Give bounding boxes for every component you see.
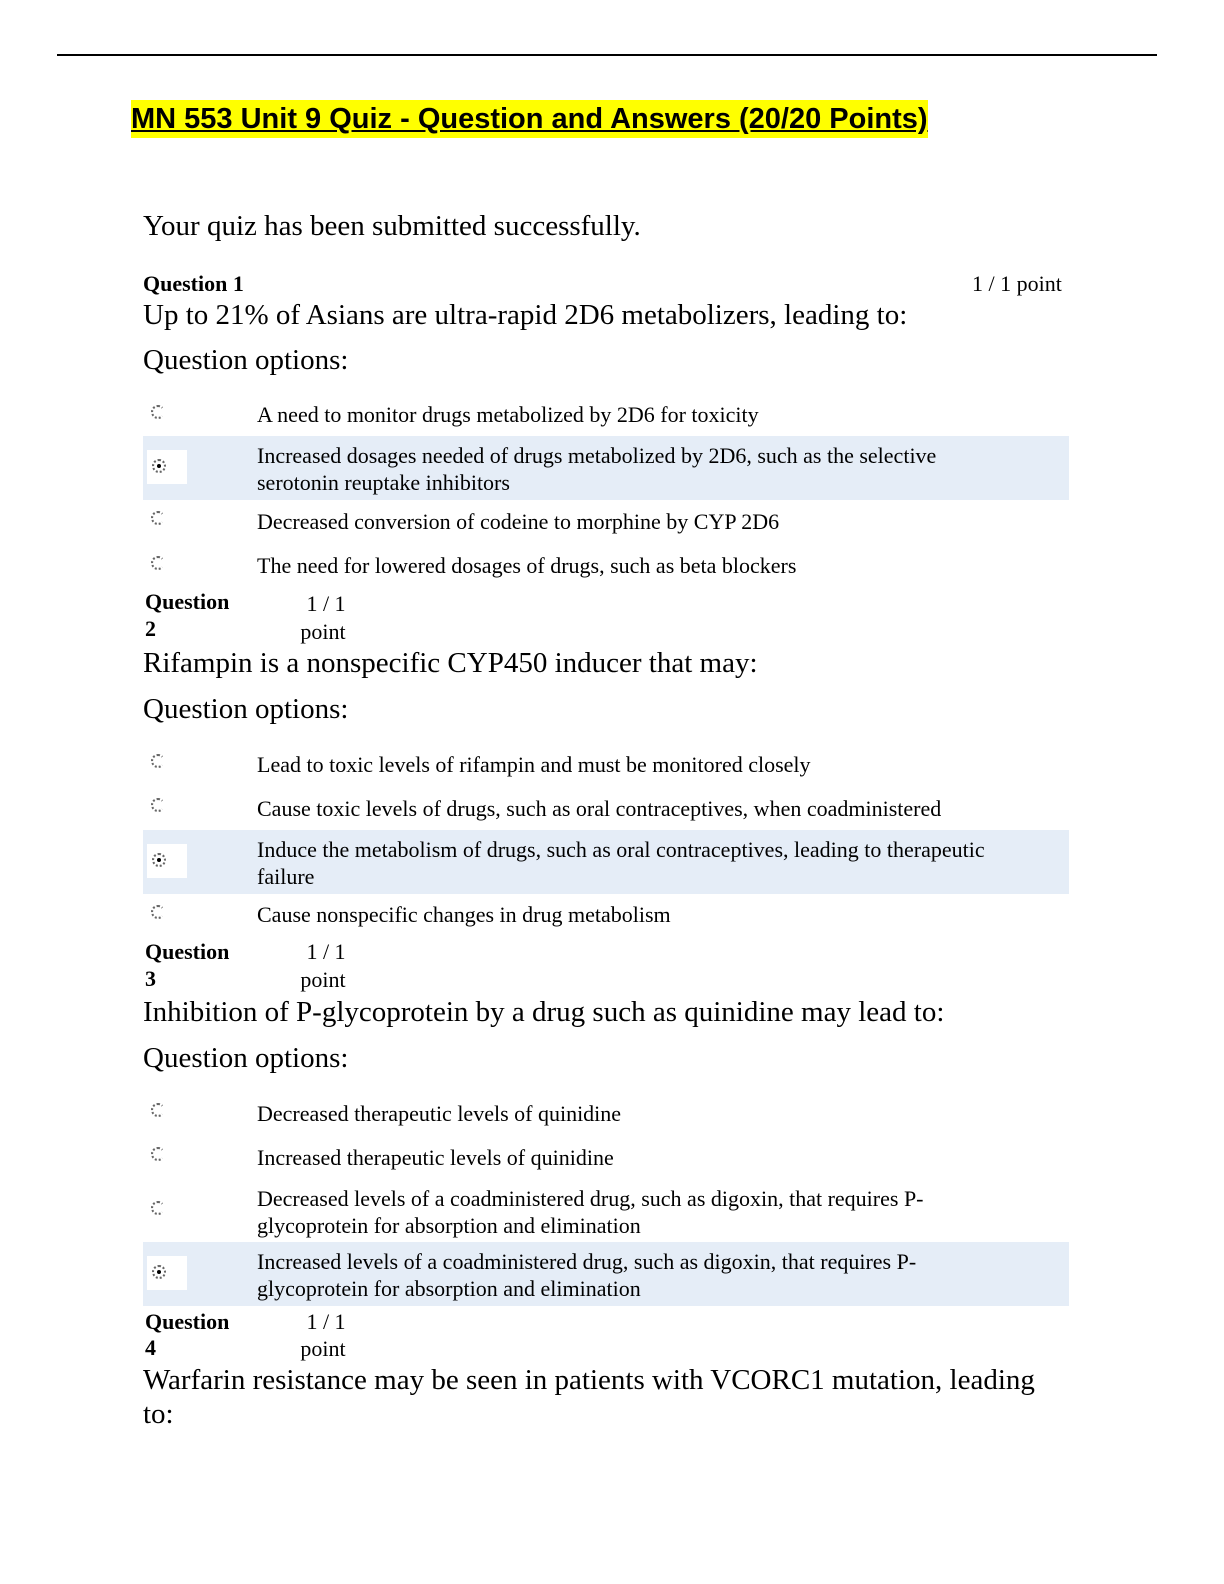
question-1-options-heading: Question options: xyxy=(143,344,349,376)
question-3-label-word: Question xyxy=(145,939,230,964)
option-label: Lead to toxic levels of rifampin and must be monitored closely xyxy=(257,752,811,777)
question-1-score: 1 / 1 point xyxy=(972,271,1062,296)
question-2-score-unit: point xyxy=(300,619,346,644)
radio-selected-icon xyxy=(152,459,166,473)
radio-unselected-icon[interactable] xyxy=(151,405,165,419)
option-label: Cause toxic levels of drugs, such as oral contraceptives, when coadministered xyxy=(257,796,942,821)
question-1-option-4[interactable] xyxy=(143,546,1069,586)
radio-selected-box[interactable] xyxy=(147,844,187,878)
question-2-option-1[interactable] xyxy=(143,745,1069,785)
radio-selected-icon xyxy=(152,1265,166,1279)
question-4-label-word: Question xyxy=(145,1309,230,1334)
question-2-score-value: 1 / 1 xyxy=(306,591,346,616)
question-4-text-line-2: to: xyxy=(143,1398,174,1430)
top-horizontal-rule xyxy=(57,54,1157,56)
option-label: Increased therapeutic levels of quinidine xyxy=(257,1145,614,1170)
option-label: Decreased levels of a coadministered drug, such as digoxin, that requires P-glycoprotein for absorption and elimination xyxy=(257,1186,924,1238)
question-3-label-number: 3 xyxy=(145,966,156,991)
question-3-score-unit: point xyxy=(300,967,346,992)
document-title: MN 553 Unit 9 Quiz - Question and Answers (20/20 Points) xyxy=(131,100,928,138)
question-2-option-4[interactable] xyxy=(143,896,1069,934)
radio-selected-icon xyxy=(152,853,166,867)
submission-status: Your quiz has been submitted successfully. xyxy=(143,210,641,242)
question-1-option-1[interactable] xyxy=(143,396,1069,434)
question-1-option-3[interactable] xyxy=(143,502,1069,542)
radio-selected-box[interactable] xyxy=(147,450,187,484)
radio-unselected-icon[interactable] xyxy=(151,1201,165,1215)
question-1-label: Question 1 xyxy=(143,271,244,296)
radio-unselected-icon[interactable] xyxy=(151,1147,165,1161)
radio-unselected-icon[interactable] xyxy=(151,511,165,525)
question-1-option-2[interactable] xyxy=(143,436,1069,500)
radio-unselected-icon[interactable] xyxy=(151,798,165,812)
radio-unselected-icon[interactable] xyxy=(151,556,165,570)
question-3-option-3[interactable] xyxy=(143,1179,1069,1241)
radio-unselected-icon[interactable] xyxy=(151,905,165,919)
radio-unselected-icon[interactable] xyxy=(151,1103,165,1117)
question-3-options-heading: Question options: xyxy=(143,1042,349,1074)
option-label: Decreased therapeutic levels of quinidine xyxy=(257,1101,622,1126)
question-3-score-value: 1 / 1 xyxy=(306,939,346,964)
option-label: Increased dosages needed of drugs metabolized by 2D6, such as the selective serotonin reuptake inhibitors xyxy=(257,443,937,495)
radio-selected-box[interactable] xyxy=(147,1256,187,1290)
question-3-text: Inhibition of P-glycoprotein by a drug such as quinidine may lead to: xyxy=(143,996,945,1028)
question-3-option-1[interactable] xyxy=(143,1094,1069,1134)
option-label: Increased levels of a coadministered drug, such as digoxin, that requires P-glycoprotein for absorption and elimination xyxy=(257,1249,917,1301)
question-2-label-word: Question xyxy=(145,589,230,614)
question-4-score-value: 1 / 1 xyxy=(306,1309,346,1334)
question-2-label-number: 2 xyxy=(145,616,156,641)
question-2-option-2[interactable] xyxy=(143,789,1069,829)
option-label: Induce the metabolism of drugs, such as oral contraceptives, leading to therapeutic failure xyxy=(257,837,985,889)
question-2-text: Rifampin is a nonspecific CYP450 inducer that may: xyxy=(143,647,758,679)
question-2-options-heading: Question options: xyxy=(143,693,349,725)
question-4-text-line-1: Warfarin resistance may be seen in patients with VCORC1 mutation, leading xyxy=(143,1364,1035,1396)
question-3-option-4[interactable] xyxy=(143,1242,1069,1306)
question-2-option-3[interactable] xyxy=(143,830,1069,894)
option-label: Cause nonspecific changes in drug metabolism xyxy=(257,902,671,927)
option-label: A need to monitor drugs metabolized by 2D6 for toxicity xyxy=(257,402,759,427)
option-label: Decreased conversion of codeine to morphine by CYP 2D6 xyxy=(257,509,780,534)
radio-unselected-icon[interactable] xyxy=(151,754,165,768)
option-label: The need for lowered dosages of drugs, such as beta blockers xyxy=(257,553,797,578)
question-4-label-number: 4 xyxy=(145,1335,156,1360)
question-4-score-unit: point xyxy=(300,1336,346,1361)
question-1-text: Up to 21% of Asians are ultra-rapid 2D6 metabolizers, leading to: xyxy=(143,299,908,331)
question-3-option-2[interactable] xyxy=(143,1138,1069,1178)
